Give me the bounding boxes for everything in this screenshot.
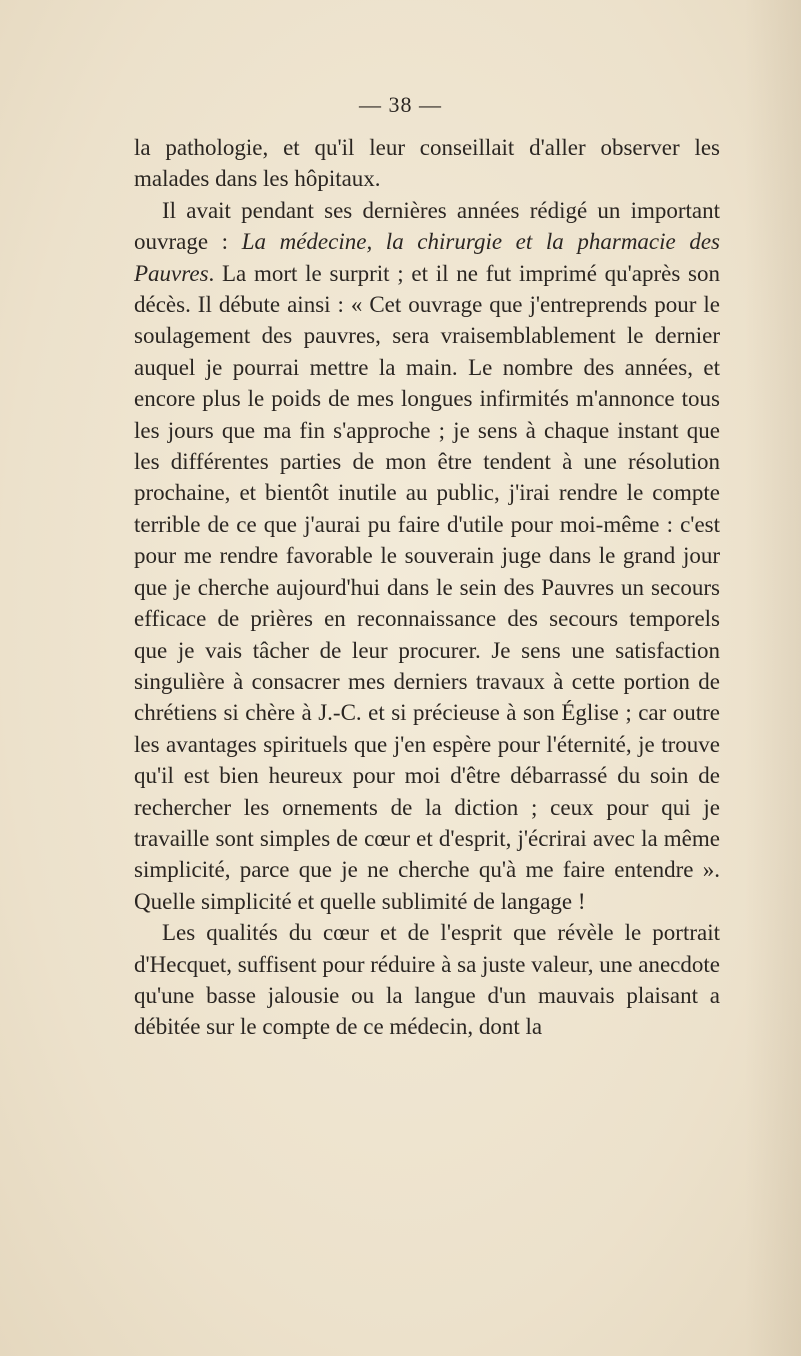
paragraph-qualites: Les qualités du cœur et de l'esprit que révèle le portrait d'Hecquet, suffisent pour réduire à sa juste valeur, une anecdote qu'une basse jalousie ou la langue d'un mauvais plaisant a débitée sur le compte de ce médecin, dont la bbox=[134, 920, 720, 1040]
paragraph-ouvrage bbox=[134, 195, 720, 917]
paragraph-ouvrage-body: . La mort le surprit ; et il ne fut imprimé qu'après son décès. Il débute ainsi : « Cet ouvrage que j'entreprends pour le soulagement des pauvres, sera vraisemblablement le dernier auquel je pourrai mettre la main. Le nombre des années, et encore plus le poids de mes longues infirmités m'annonce tous les jours que ma fin s'approche ; je sens à chaque instant que les différentes parties de mon être tendent à une résolution prochaine, et bientôt inutile au public, j'irai rendre le compte terrible de ce que j'aurai pu faire d'utile pour moi-même : c'est pour me rendre favorable le souverain juge dans le grand jour que je cherche aujourd'hui dans le sein des Pauvres un secours efficace de prières en reconnaissance des secours temporels que je vais tâcher de leur procurer. Je sens une satisfaction singulière à consacrer mes derniers travaux à cette portion de chrétiens si chère à J.-C. et si précieuse à son Église ; car outre les avantages spirituels que j'en espère pour l'éternité, je trouve qu'il est bien heureux pour moi d'être débarrassé du soin de rechercher les ornements de la diction ; ceux pour qui je travaille sont simples de cœur et d'esprit, j'écrirai avec la même simplicité, parce que je ne cherche qu'à me faire entendre ». Quelle simplicité et quelle sublimité de langage ! bbox=[134, 260, 720, 914]
body-text bbox=[134, 132, 720, 1043]
paragraph-continuation: la pathologie, et qu'il leur conseillait d'aller observer les malades dans les hôpitaux. bbox=[134, 135, 720, 192]
page-number: — 38 — bbox=[359, 92, 442, 117]
paragraph-ouvrage-lead: Il avait pendant ses dernières années rédigé un important ouvrage : bbox=[134, 197, 720, 255]
book-title: La médecine, la chirurgie et la pharmacie des Pauvres bbox=[134, 229, 721, 286]
